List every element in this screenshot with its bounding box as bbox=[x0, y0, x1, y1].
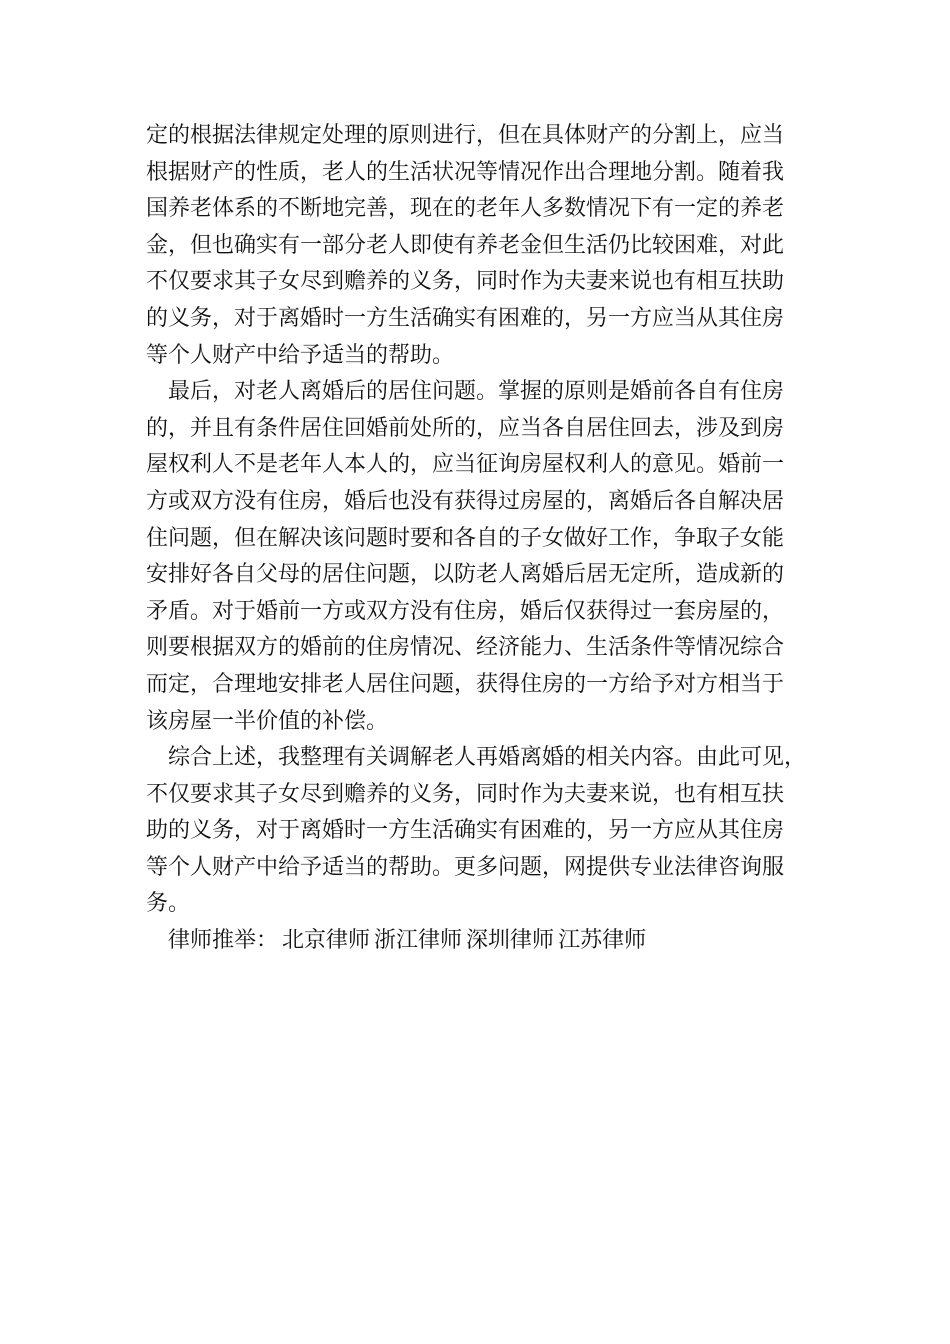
lawyer-recommend-label: 律师推举： bbox=[168, 928, 279, 954]
paragraph-3-line: 不仅要求其子女尽到赡养的义务，同时作为夫妻来说，也有相互扶 bbox=[146, 781, 785, 807]
paragraph-3-line: 助的义务，对于离婚时一方生活确实有困难的，另一方应从其住房 bbox=[146, 818, 785, 844]
paragraph-1-line: 根据财产的性质，老人的生活状况等情况作出合理地分割。随着我 bbox=[146, 159, 785, 185]
paragraph-1-line: 不仅要求其子女尽到赡养的义务，同时作为夫妻来说也有相互扶助 bbox=[146, 269, 785, 295]
lawyer-link-beijing[interactable]: 北京律师 bbox=[282, 928, 371, 954]
document-body bbox=[146, 118, 836, 960]
paragraph-3-line: 务。 bbox=[146, 891, 191, 917]
paragraph-1-line: 定的根据法律规定处理的原则进行，但在具体财产的分割上，应当 bbox=[146, 123, 785, 148]
paragraph-2-line: 而定，合理地安排老人居住问题，获得住房的一方给予对方相当于 bbox=[146, 671, 785, 697]
paragraph-1-line: 等个人财产中给予适当的帮助。 bbox=[146, 342, 455, 368]
paragraph-2-line: 最后，对老人离婚后的居住问题。掌握的原则是婚前各自有住房 bbox=[168, 379, 785, 405]
paragraph-2-line: 住问题，但在解决该问题时要和各自的子女做好工作，争取子女能 bbox=[146, 525, 785, 551]
paragraph-3-line: 综合上述，我整理有关调解老人再婚离婚的相关内容。由此可见， bbox=[168, 745, 807, 771]
paragraph-2-line: 安排好各自父母的居住问题，以防老人离婚后居无定所，造成新的 bbox=[146, 562, 785, 588]
lawyer-link-shenzhen[interactable]: 深圳律师 bbox=[466, 928, 555, 954]
paragraph-2-line: 该房屋一半价值的补偿。 bbox=[146, 708, 389, 734]
paragraph-2-line: 的，并且有条件居住回婚前处所的，应当各自居住回去，涉及到房 bbox=[146, 415, 785, 441]
paragraph-3-line: 等个人财产中给予适当的帮助。更多问题，网提供专业法律咨询服 bbox=[146, 854, 785, 880]
paragraph-2-line: 方或双方没有住房，婚后也没有获得过房屋的，离婚后各自解决居 bbox=[146, 488, 785, 514]
paragraph-1-line: 国养老体系的不断地完善，现在的老年人多数情况下有一定的养老 bbox=[146, 196, 785, 222]
paragraph-1-line: 金，但也确实有一部分老人即使有养老金但生活仍比较困难，对此 bbox=[146, 232, 785, 258]
lawyer-link-zhejiang[interactable]: 浙江律师 bbox=[374, 928, 463, 954]
paragraph-1-line: 的义务，对于离婚时一方生活确实有困难的，另一方应当从其住房 bbox=[146, 305, 785, 331]
lawyer-recommend-row bbox=[146, 923, 836, 960]
paragraph-2-line: 矛盾。对于婚前一方或双方没有住房，婚后仅获得过一套房屋的， bbox=[146, 598, 785, 624]
paragraph-2-line: 则要根据双方的婚前的住房情况、经济能力、生活条件等情况综合 bbox=[146, 635, 785, 661]
paragraph-2-line: 屋权利人不是老年人本人的，应当征询房屋权利人的意见。婚前一 bbox=[146, 452, 785, 478]
lawyer-link-jiangsu[interactable]: 江苏律师 bbox=[558, 928, 647, 954]
